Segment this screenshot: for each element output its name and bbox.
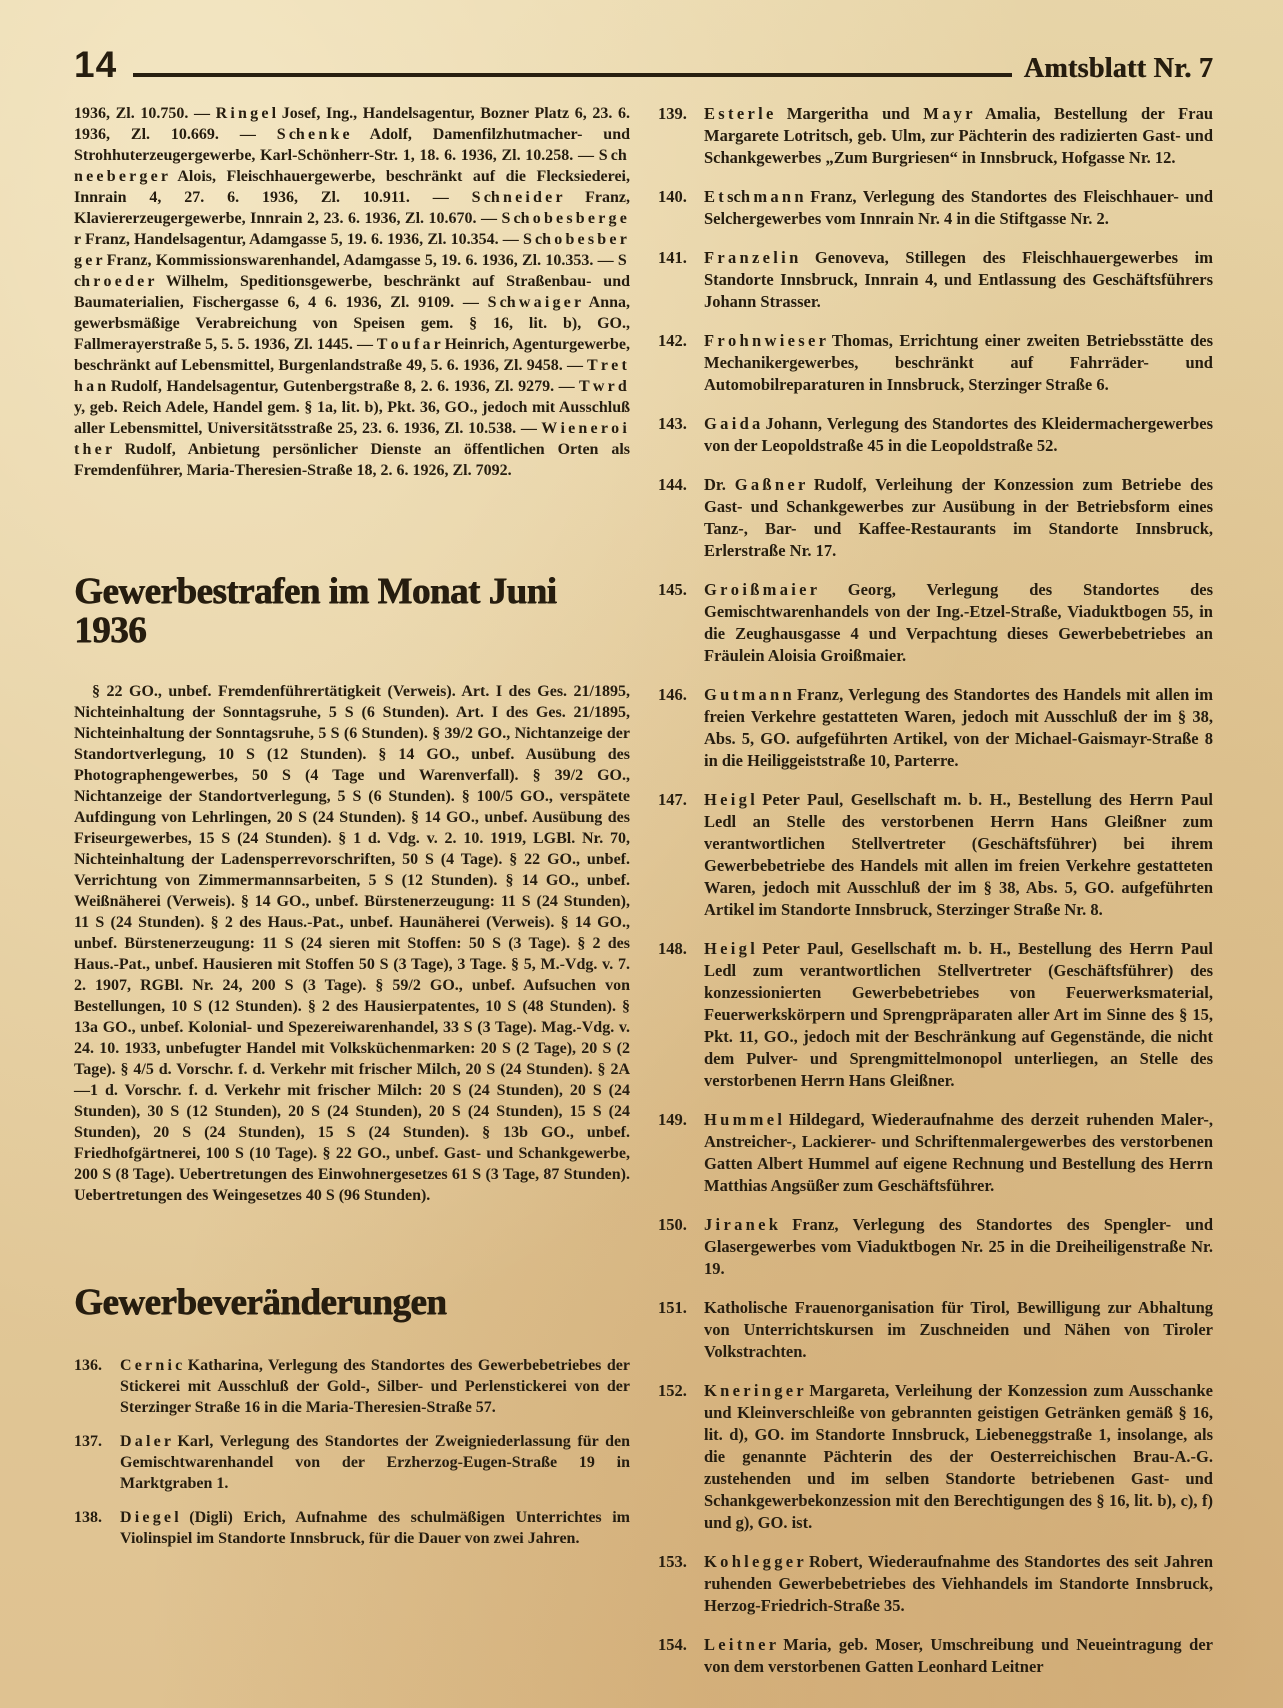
header-rule: [133, 73, 1012, 77]
entry-text: E s t e r l e Margeritha und M a y r Amalia, Bestellung der Frau Margarete Lotritsch, geb. Ulm, zur Pächterin des radizierten Gast- und Schankgewerbes „Zum Burgriesen“ in Innsbruck, Hofgasse Nr. 12.: [704, 104, 1213, 167]
list-item: [658, 247, 1213, 313]
page-number: 14: [74, 44, 118, 85]
list-item: [658, 1380, 1213, 1534]
right-column: [658, 103, 1213, 1678]
entry-number: 139.: [658, 104, 687, 123]
entry-text: Dr. G a ß n e r Rudolf, Verleihung der Konzession zum Betriebe des Gast- und Schankgewerbes zur Ausübung in der Betriebsform eines Tanz-, Bar- und Kaffee-Restaurants im Standorte Innsbruck, Erlerstraße Nr. 17.: [704, 475, 1213, 560]
entry-number: 142.: [658, 331, 687, 350]
list-item: [658, 103, 1213, 169]
entry-number: 141.: [658, 248, 687, 267]
entry-text: K o h l e g g e r Robert, Wiederaufnahme des Standortes des seit Jahren ruhenden Gewerbebetriebes des Viehhandels im Standorte Innsbruck, Herzog-Friedrich-Straße 35.: [704, 1552, 1213, 1615]
gewerbestrafen-body: § 22 GO., unbef. Fremdenführertätigkeit (Verweis). Art. I des Ges. 21/1895, Nichteinhaltung der Sonntagsruhe, 5 S (6 Stunden). Art. I des Ges. 21/1895, Nichteinhaltung der Sonntagsruhe, 5 S (6 Stunden). § 39/2 GO., Nichtanzeige der Standortverlegung, 10 S (12 Stunden). § 14 GO., unbef. Ausübung des Photographengewerbes, 50 S (4 Tage und Warenverfall). § 39/2 GO., Nichtanzeige der Standortverlegung, 5 S (6 Stunden). § 100/5 GO., verspätete Aufdingung von Lehrlingen, 20 S (24 Stunden). § 14 GO., unbef. Ausübung des Friseurgewerbes, 15 S (24 Stunden). § 1 d. Vdg. v. 2. 10. 1919, LGBl. Nr. 70, Nichteinhaltung der Ladensperrevorschriften, 50 S (4 Tage). § 22 GO., unbef. Verrichtung von Zimmermannsarbeiten, 5 S (12 Stunden). § 14 GO., unbef. Weißnäherei (Verweis). § 14 GO., unbef. Bürstenerzeugung: 11 S (24 Stunden), 11 S (24 Stunden). § 2 des Haus.-Pat., unbef. Haunäherei (Verweis). § 14 GO., unbef. Bürstenerzeugung: 11 S (24 sieren mit Stoffen: 50 S (3 Tage). § 2 des Haus.-Pat., unbef. Hausieren mit Stoffen 50 S (3 Tage), 3 Tage. § 5, M.-Vdg. v. 7. 2. 1907, RGBl. Nr. 24, 200 S (3 Tage). § 59/2 GO., unbef. Aufsuchen von Bestellungen, 10 S (12 Stunden). § 2 des Hausierpatentes, 10 S (48 Stunden). § 13a GO., unbef. Kolonial- und Spezereiwarenhandel, 33 S (3 Tage). Mag.-Vdg. v. 24. 10. 1933, unbefugter Handel mit Volksküchenmarken: 20 S (2 Tage), 20 S (2 Tage). § 4/5 d. Vorschr. f. d. Verkehr mit frischer Milch, 20 S (24 Stunden). § 2A—1 d. Vorschr. f. d. Verkehr mit frischer Milch: 20 S (24 Stunden), 20 S (24 Stunden), 30 S (12 Stunden), 20 S (24 Stunden), 20 S (24 Stunden), 15 S (24 Stunden), 20 S (24 Stunden), 15 S (24 Stunden). § 13b GO., unbef. Friedhofgärtnerei, 100 S (10 Tage). § 22 GO., unbef. Gast- und Schankgewerbe, 200 S (8 Tage). Uebertretungen des Einwohnergesetzes 61 S (3 Tage, 87 Stunden). Uebertretungen des Weingesetzes 40 S (96 Stunden).: [74, 682, 630, 1204]
entry-text: D a l e r Karl, Verlegung des Standortes der Zweigniederlassung für den Gemischtwarenhandel von der Erzherzog-Eugen-Straße 19 in Marktgraben 1.: [120, 1432, 630, 1492]
list-item: [658, 579, 1213, 667]
entry-text: H e i g l Peter Paul, Gesellschaft m. b. H., Bestellung des Herrn Paul Ledl zum verantwortlichen Stellvertreter (Geschäftsführer) des konzessionierten Gewerbebetriebes von Feuerwerksmaterial, Feuerwerkskörpern und Sprengpräparaten aller Art im Sinne des § 15, Pkt. 11, GO., jedoch mit der Beschränkung auf Gegenstände, die nicht dem Pulver- und Sprengmittelmonopol unterliegen, an Stelle des verstorbenen Herrn Hans Gleißner.: [704, 939, 1213, 1090]
list-item: [658, 1109, 1213, 1197]
entry-text: J i r a n e k Franz, Verlegung des Standortes des Spengler- und Glasergewerbes vom Viaduktbogen Nr. 25 in die Dreiheiligenstraße Nr. 19.: [704, 1215, 1213, 1278]
list-item: [658, 1551, 1213, 1617]
list-item: [658, 186, 1213, 230]
section-heading-gewerbeveraenderungen: Gewerbeveränderungen: [74, 1281, 447, 1323]
continuation-paragraph: 1936, Zl. 10.750. — R i n g e l Josef, Ing., Handelsagentur, Bozner Platz 6, 23. 6. 1936, Zl. 10.669. — S ch e n k e Adolf, Damenfilzhutmacher- und Strohhuterzeugergewerbe, Karl-Schönherr-Str. 1, 18. 6. 1936, Zl. 10.258. — S ch n e e b e r g e r Alois, Fleischhauergewerbe, beschränkt auf die Flecksiederei, Innrain 4, 27. 6. 1936, Zl. 10.911. — S ch n e i d e r Franz, Klaviererzeugergewerbe, Innrain 2, 23. 6. 1936, Zl. 10.670. — S ch o b e s b e r g e r Franz, Handelsagentur, Adamgasse 5, 19. 6. 1936, Zl. 10.354. — S ch o b e s b e r g e r Franz, Kommissionswarenhandel, Adamgasse 5, 19. 6. 1936, Zl. 10.353. — S ch r o e d e r Wilhelm, Speditionsgewerbe, beschränkt auf Straßenbau- und Baumaterialien, Fischergasse 6, 4 6. 1936, Zl. 9109. — S ch w a i g e r Anna, gewerbsmäßige Verabreichung von Speisen gem. § 16, lit. b), GO., Fallmerayerstraße 5, 5. 5. 1936, Zl. 1445. — T o u f a r Heinrich, Agenturgewerbe, beschränkt auf Lebensmittel, Burgenlandstraße 49, 5. 6. 1936, Zl. 9458. — T r e t h a n Rudolf, Handelsagentur, Gutenbergstraße 8, 2. 6. 1936, Zl. 9279. — T w r d y, geb. Reich Adele, Handel gem. § 1a, lit. b), Pkt. 36, GO., jedoch mit Ausschluß aller Lebensmittel, Universitätsstraße 25, 23. 6. 1936, Zl. 10.538. — W i e n e r o i t h e r Rudolf, Anbietung persönlicher Dienste an öffentlichen Orten als Fremdenführer, Maria-Theresien-Straße 18, 2. 6. 1926, Zl. 7092.: [74, 105, 630, 479]
section-heading-gewerbestrafen: Gewerbestrafen im Monat Juni 1936: [74, 571, 557, 651]
entry-number: 144.: [658, 475, 687, 494]
entry-list-right: [658, 103, 1213, 1678]
list-item: [658, 938, 1213, 1092]
entry-list-left: [74, 1355, 630, 1549]
entry-number: 143.: [658, 414, 687, 433]
list-item: [658, 684, 1213, 772]
entry-number: 154.: [658, 1635, 687, 1654]
entry-text: H u m m e l Hildegard, Wiederaufnahme des derzeit ruhenden Maler-, Anstreicher-, Lackierer- und Schriftenmalergewerbes des verstorbenen Gatten Albert Hummel auf eigene Rechnung und Bestellung des Herrn Matthias Angsüßer zum Geschäftsführer.: [704, 1110, 1213, 1195]
entry-number: 148.: [658, 939, 687, 958]
list-item: [658, 1634, 1213, 1678]
journal-title: Amtsblatt Nr. 7: [1023, 53, 1213, 84]
list-item: [74, 1431, 630, 1494]
entry-text: H e i g l Peter Paul, Gesellschaft m. b. H., Bestellung des Herrn Paul Ledl an Stelle des verstorbenen Herrn Hans Gleißner zum verantwortlichen Stellvertreter (Geschäftsführer) bei ihrem Gewerbebetriebe des Handels mit allen im freien Verkehre gestatteten Waren, jedoch mit Ausschluß der im § 38, Abs. 5, GO. aufgeführten Artikel im Standorte Innsbruck, Sterzinger Straße Nr. 8.: [704, 790, 1213, 919]
entry-number: 145.: [658, 580, 687, 599]
entry-number: 140.: [658, 187, 687, 206]
entry-number: 147.: [658, 790, 687, 809]
page-header: [74, 46, 1213, 83]
entry-number: 137.: [74, 1432, 102, 1450]
entry-text: G r o i ß m a i e r Georg, Verlegung des Standortes des Gemischtwarenhandels von der Ing.-Etzel-Straße, Viaduktbogen 55, in die Zeughausgasse 4 und Verpachtung dieses Gewerbebetriebes an Fräulein Aloisia Groißmaier.: [704, 580, 1213, 665]
entry-text: D i e g e l (Digli) Erich, Aufnahme des schulmäßigen Unterrichtes im Violinspiel im Standorte Innsbruck, für die Dauer von zwei Jahren.: [120, 1508, 630, 1547]
entry-number: 149.: [658, 1110, 687, 1129]
entry-text: E t sch m a n n Franz, Verlegung des Standortes des Fleischhauer- und Selchergewerbes vom Innrain Nr. 4 in die Stiftgasse Nr. 2.: [704, 187, 1213, 228]
list-item: [658, 330, 1213, 396]
entry-number: 136.: [74, 1356, 102, 1374]
entry-number: 138.: [74, 1508, 102, 1526]
entry-text: K n e r i n g e r Margareta, Verleihung der Konzession zum Ausschanke und Kleinverschleiße von gebrannten geistigen Getränken gemäß § 16, lit. d), GO. im Standorte Innsbruck, Liebeneggstraße 1, insolange, als die genannte Pächterin des der Oesterreichischen Brau-A.-G. zustehenden und im selben Standorte betriebenen Gast- und Schankgewerbekonzession mit den Berechtigungen des § 16, lit. b), c), f) und g), GO. ist.: [704, 1381, 1213, 1532]
list-item: [74, 1355, 630, 1418]
entry-text: F r o h n w i e s e r Thomas, Errichtung einer zweiten Betriebsstätte des Mechanikergewerbes, beschränkt auf Fahrräder- und Automobilreparaturen in Innsbruck, Sterzinger Straße 6.: [704, 331, 1213, 394]
list-item: [74, 1507, 630, 1549]
entry-number: 153.: [658, 1552, 687, 1571]
entry-number: 152.: [658, 1381, 687, 1400]
list-item: [658, 1214, 1213, 1280]
list-item: [658, 1297, 1213, 1363]
entry-text: L e i t n e r Maria, geb. Moser, Umschreibung und Neueintragung der von dem verstorbenen Gatten Leonhard Leitner: [704, 1635, 1213, 1676]
list-item: [658, 474, 1213, 562]
entry-number: 150.: [658, 1215, 687, 1234]
text-columns: [74, 103, 1213, 1678]
list-item: [658, 789, 1213, 921]
entry-text: Katholische Frauenorganisation für Tirol, Bewilligung zur Abhaltung von Unterrichtskursen im Zuschneiden und Nähen von Tiroler Volkstrachten.: [704, 1298, 1213, 1361]
entry-text: F r a n z e l i n Genoveva, Stillegen des Fleischhauergewerbes im Standorte Innsbruck, Innrain 4, und Entlassung des Geschäftsführers Johann Strasser.: [704, 248, 1213, 311]
entry-text: G u t m a n n Franz, Verlegung des Standortes des Handels mit allen im freien Verkehre gestatteten Waren, jedoch mit Ausschluß der im § 38, Abs. 5, GO. aufgeführten Artikel, von der Michael-Gaismayr-Straße 8 in die Heiliggeiststraße 10, Parterre.: [704, 685, 1213, 770]
left-column: [74, 103, 630, 1678]
list-item: [658, 413, 1213, 457]
entry-text: C e r n i c Katharina, Verlegung des Standortes des Gewerbebetriebes der Stickerei mit Ausschluß der Gold-, Silber- und Perlenstickerei von der Sterzinger Straße 16 in die Maria-Theresien-Straße 57.: [120, 1356, 630, 1416]
entry-text: G a i d a Johann, Verlegung des Standortes des Kleidermachergewerbes von der Leopoldstraße 45 in die Leopoldstraße 52.: [704, 414, 1213, 455]
entry-number: 151.: [658, 1298, 687, 1317]
entry-number: 146.: [658, 685, 687, 704]
